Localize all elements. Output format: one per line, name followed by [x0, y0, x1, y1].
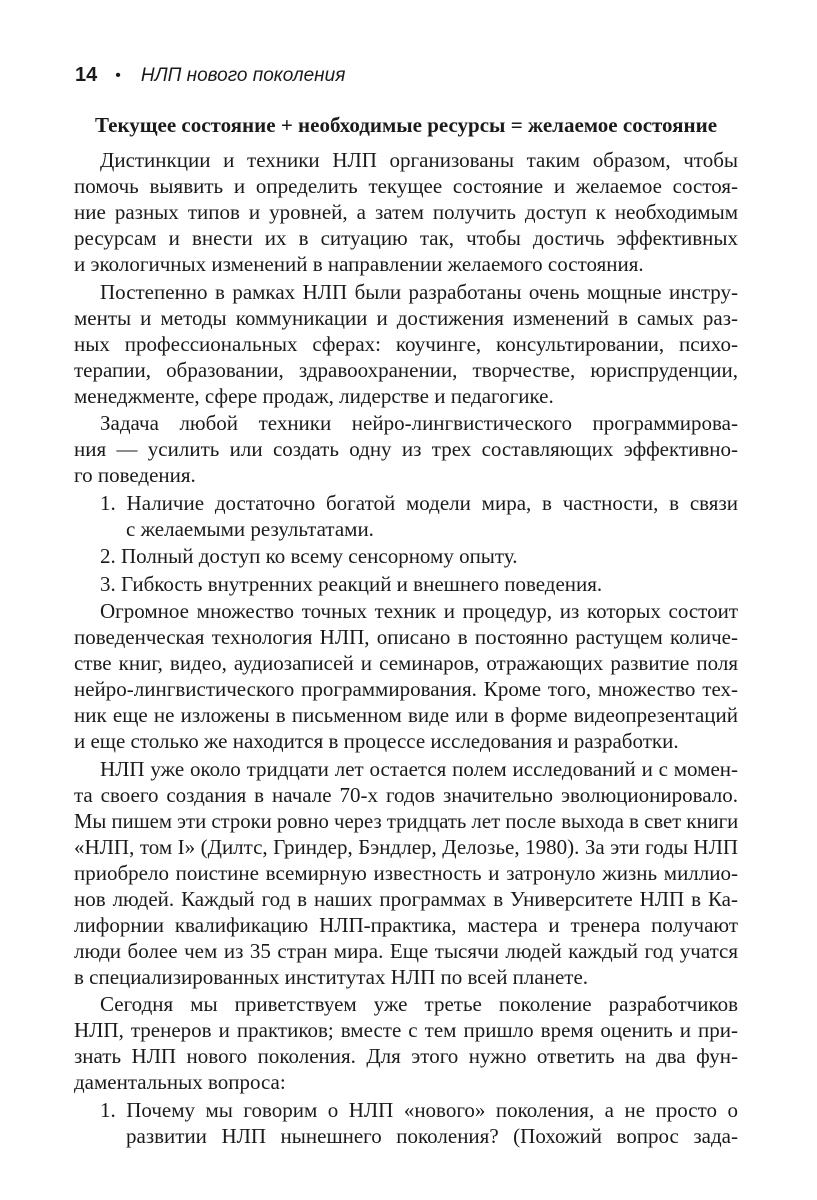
paragraph-line: приобрело поистине всемирную известность и затронуло жизнь миллио- — [74, 860, 738, 885]
list-item-line: 1. Наличие достаточно богатой модели мира, в частности, в связи — [100, 490, 738, 515]
running-head — [75, 64, 345, 87]
bullet-separator: • — [115, 66, 121, 84]
list-item-line: 1. Почему мы говорим о НЛП «нового» поколения, а не просто о — [100, 1097, 738, 1122]
paragraph-line: и экологичных изменений в направлении желаемого состояния. — [74, 252, 644, 276]
paragraph-line: поведенческая технология НЛП, описано в постоянно растущем количе- — [74, 625, 738, 649]
paragraph-line: ресурсам и внести их в ситуацию так, чтобы достичь эффективных — [74, 226, 738, 250]
paragraph-line: Сегодня мы приветствуем уже третье поколение разработчиков — [100, 992, 738, 1016]
page-number: 14 — [75, 64, 98, 86]
paragraph-line: в специализированных институтах НЛП по всей планете. — [74, 964, 589, 989]
paragraph-line: ния — усилить или создать одну из трех составляющих эффективно- — [74, 437, 738, 461]
paragraph-line: и еще столько же находится в процессе исследования и разработки. — [74, 729, 679, 753]
paragraph-line: знать НЛП нового поколения. Для этого нужно ответить на два фун- — [74, 1044, 738, 1068]
paragraph-line: даментальных вопроса: — [74, 1070, 286, 1094]
paragraph-line: люди более чем из 35 стран мира. Еще тысячи людей каждый год учатся — [74, 938, 738, 963]
paragraph-line: «НЛП, том I» (Дилтс, Гриндер, Бэндлер, Делозье, 1980). За эти годы НЛП — [74, 834, 738, 859]
running-title: НЛП нового поколения — [140, 64, 346, 86]
paragraph-line: Огромное множество точных техник и процедур, из которых состоит — [100, 599, 738, 623]
paragraph-line: помочь выявить и определить текущее состояние и желаемое состоя- — [74, 174, 738, 198]
paragraph-line: лифорнии квалификацию НЛП-практика, мастера и тренера получают — [74, 912, 738, 937]
paragraph-line: менеджменте, сфере продаж, лидерстве и педагогике. — [74, 383, 554, 408]
paragraph-line: НЛП, тренеров и практиков; вместе с тем пришло время оценить и при- — [74, 1018, 738, 1042]
list-item-line: 2. Полный доступ ко всему сенсорному опыту. — [100, 544, 518, 568]
list-item-line: 3. Гибкость внутренних реакций и внешнего поведения. — [100, 571, 603, 596]
paragraph-line: нейро-лингвистического программирования. Кроме того, множество тех- — [74, 677, 738, 701]
paragraph-line: Мы пишем эти строки ровно через тридцать лет после выхода в свет книги — [74, 808, 739, 833]
paragraph-line: ных профессиональных сферах: коучинге, консультировании, психо- — [74, 331, 738, 356]
paragraph-line: Постепенно в рамках НЛП были разработаны очень мощные инстру- — [100, 279, 738, 304]
paragraph-line: ние разных типов и уровней, а затем получить доступ к необходимым — [74, 200, 738, 224]
paragraph-line: го поведения. — [74, 463, 196, 487]
paragraph-line: стве книг, видео, аудиозаписей и семинаров, отражающих развитие поля — [74, 651, 738, 675]
list-item-line: с желаемыми результатами. — [126, 516, 374, 541]
paragraph-line: менты и методы коммуникации и достижения изменений в самых раз- — [74, 305, 738, 330]
paragraph-line: та своего создания в начале 70-х годов значительно эволюционировало. — [74, 782, 738, 807]
paragraph-line: Дистинкции и техники НЛП организованы таким образом, чтобы — [100, 148, 738, 172]
list-item-line: развитии НЛП нынешнего поколения? (Похожий вопрос зада- — [126, 1123, 738, 1148]
paragraph-line: терапии, образовании, здравоохранении, творчестве, юриспруденции, — [74, 357, 738, 382]
paragraph-line: Задача любой техники нейро-лингвистического программирова- — [100, 411, 738, 435]
paragraph-line: ник еще не изложены в письменном виде или в форме видеопрезентаций — [74, 703, 738, 727]
paragraph-line: НЛП уже около тридцати лет остается полем исследований и с момен- — [100, 756, 738, 781]
paragraph-line: нов людей. Каждый год в наших программах в Университете НЛП в Ка- — [74, 886, 738, 911]
section-heading: Текущее состояние + необходимые ресурсы = желаемое состояние — [94, 113, 718, 137]
